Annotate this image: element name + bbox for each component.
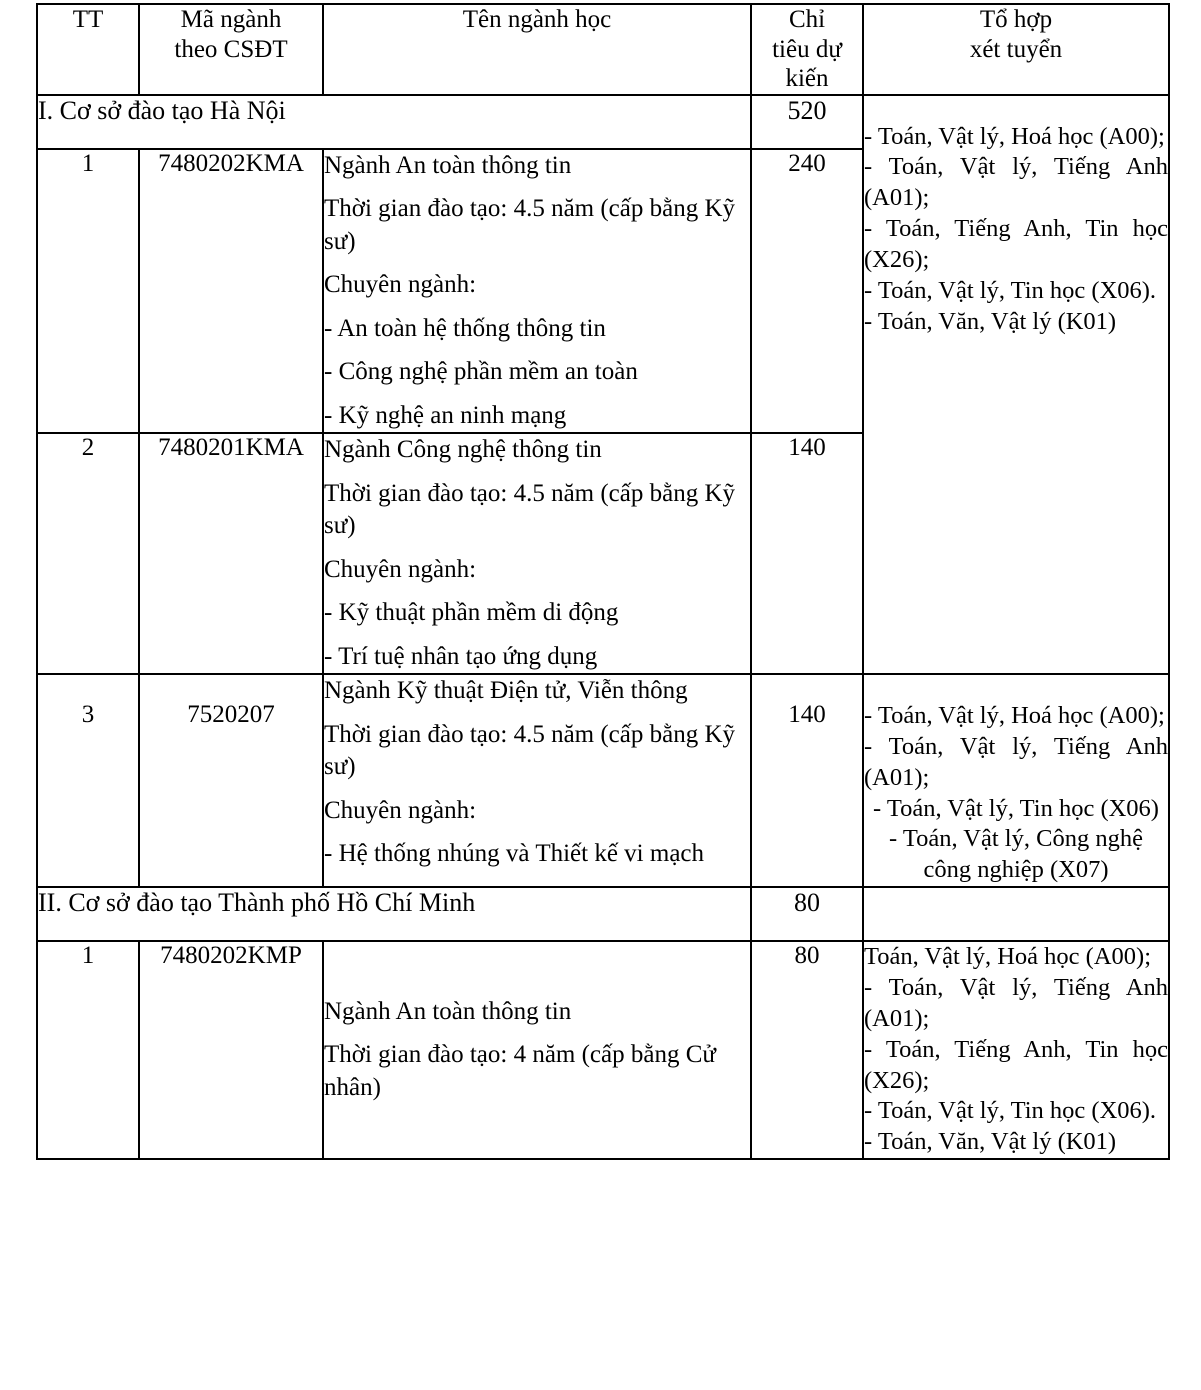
section-heading-row-hanoi [37, 95, 1169, 149]
header-major-code [139, 4, 323, 95]
combo-a-item-5: - Toán, Văn, Vật lý (K01) [864, 307, 1117, 335]
header-quota-line-2: tiêu dự [772, 35, 842, 63]
row1-name-line-6: - Kỹ nghệ an ninh mạng [324, 401, 567, 429]
combo-a-item-3: - Toán, Tiếng Anh, Tin học (X26); [864, 215, 1168, 273]
row2-name-line-4: - Kỹ thuật phần mềm di động [324, 599, 619, 626]
table-row [37, 674, 1169, 887]
header-major-code-line-1: Mã ngành [180, 6, 282, 33]
row-index-hcmc-1: 1 [37, 941, 139, 1159]
table-row [37, 941, 1169, 1159]
row2-name-line-1: Ngành Công nghệ thông tin [324, 436, 602, 463]
row1-name-line-5: - Công nghệ phần mềm an toàn [324, 358, 638, 385]
hcmc-row1-name-line-1: Ngành An toàn thông tin [324, 997, 572, 1025]
row-major-name-1 [323, 149, 751, 434]
combo-b-item-2: - Toán, Vật lý, Tiếng Anh (A01); [864, 732, 1168, 791]
header-major-name-line-1: Tên ngành học [462, 6, 612, 33]
combo-c-item-3: - Toán, Tiếng Anh, Tin học (X26); [864, 1035, 1168, 1094]
row1-name-line-1: Ngành An toàn thông tin [324, 151, 572, 179]
header-quota-line-3: kiến [785, 65, 829, 92]
admissions-table [36, 3, 1170, 1160]
header-major-name [323, 4, 751, 95]
header-quota [751, 4, 863, 95]
row-quota-2: 140 [751, 433, 863, 674]
header-tt [37, 4, 139, 95]
combo-cell-group-b [863, 674, 1169, 887]
row1-name-line-3: Chuyên ngành: [324, 271, 477, 298]
row-index-3: 3 [37, 674, 139, 887]
section-total-quota-hanoi: 520 [751, 95, 863, 149]
section-total-quota-hcmc: 80 [751, 887, 863, 941]
row2-name-line-3: Chuyên ngành: [324, 555, 477, 583]
combo-b-item-4: - Toán, Vật lý, Công nghệ công nghiệp (X07) [889, 825, 1143, 884]
header-subject-combination-line-1: Tổ hợp [979, 6, 1053, 33]
row-index-1: 1 [37, 149, 139, 434]
row3-name-line-2: Thời gian đào tạo: 4.5 năm (cấp bằng Kỹ sư) [324, 720, 736, 780]
header-tt-line-1: TT [72, 6, 104, 33]
combo-b-item-3: - Toán, Vật lý, Tin học (X06) [873, 794, 1159, 822]
header-subject-combination [863, 4, 1169, 95]
combo-a-item-4: - Toán, Vật lý, Tin học (X06). [864, 276, 1157, 304]
row2-name-line-5: - Trí tuệ nhân tạo ứng dụng [324, 642, 598, 670]
section-heading-row-hcmc [37, 887, 1169, 941]
row-major-code-1: 7480202KMA [139, 149, 323, 434]
combo-cell-group-c [863, 941, 1169, 1159]
row1-name-line-2: Thời gian đào tạo: 4.5 năm (cấp bằng Kỹ sư) [324, 195, 736, 255]
combo-c-item-4: - Toán, Vật lý, Tin học (X06). [864, 1097, 1157, 1125]
row-major-code-3: 7520207 [139, 674, 323, 887]
header-subject-combination-line-2: xét tuyển [969, 35, 1063, 63]
row-quota-1: 240 [751, 149, 863, 434]
row3-name-line-4: - Hệ thống nhúng và Thiết kế vi mạch [324, 840, 705, 867]
combo-a-item-1: - Toán, Vật lý, Hoá học (A00); [864, 122, 1165, 150]
combo-c-item-5: - Toán, Văn, Vật lý (K01) [864, 1128, 1117, 1156]
combo-b-item-1: - Toán, Vật lý, Hoá học (A00); [864, 702, 1165, 729]
row1-name-line-4: - An toàn hệ thống thông tin [324, 314, 606, 342]
combo-c-item-1: Toán, Vật lý, Hoá học (A00); [864, 943, 1152, 971]
row-quota-3: 140 [751, 674, 863, 887]
section-heading-hcmc: II. Cơ sở đào tạo Thành phố Hồ Chí Minh [37, 887, 751, 941]
row-index-2: 2 [37, 433, 139, 674]
header-major-code-line-2: theo CSĐT [174, 35, 288, 63]
combo-cell-group-a [863, 95, 1169, 675]
row-major-name-3 [323, 674, 751, 887]
row3-name-line-1: Ngành Kỹ thuật Điện tử, Viễn thông [324, 677, 688, 704]
row2-name-line-2: Thời gian đào tạo: 4.5 năm (cấp bằng Kỹ sư) [324, 479, 736, 539]
row3-name-line-3: Chuyên ngành: [324, 796, 477, 824]
combo-c-item-2: - Toán, Vật lý, Tiếng Anh (A01); [864, 974, 1168, 1032]
row-major-name-hcmc-1 [323, 941, 751, 1159]
header-quota-line-1: Chỉ [788, 6, 826, 33]
row-major-code-2: 7480201KMA [139, 433, 323, 674]
combo-cell-empty [863, 887, 1169, 941]
row-quota-hcmc-1: 80 [751, 941, 863, 1159]
table-header-row [37, 4, 1169, 95]
row-major-name-2 [323, 433, 751, 674]
row-major-code-hcmc-1: 7480202KMP [139, 941, 323, 1159]
section-heading-hanoi: I. Cơ sở đào tạo Hà Nội [37, 95, 751, 149]
hcmc-row1-name-line-2: Thời gian đào tạo: 4 năm (cấp bằng Cử nhân) [324, 1041, 716, 1101]
combo-a-item-2: - Toán, Vật lý, Tiếng Anh (A01); [864, 153, 1168, 212]
